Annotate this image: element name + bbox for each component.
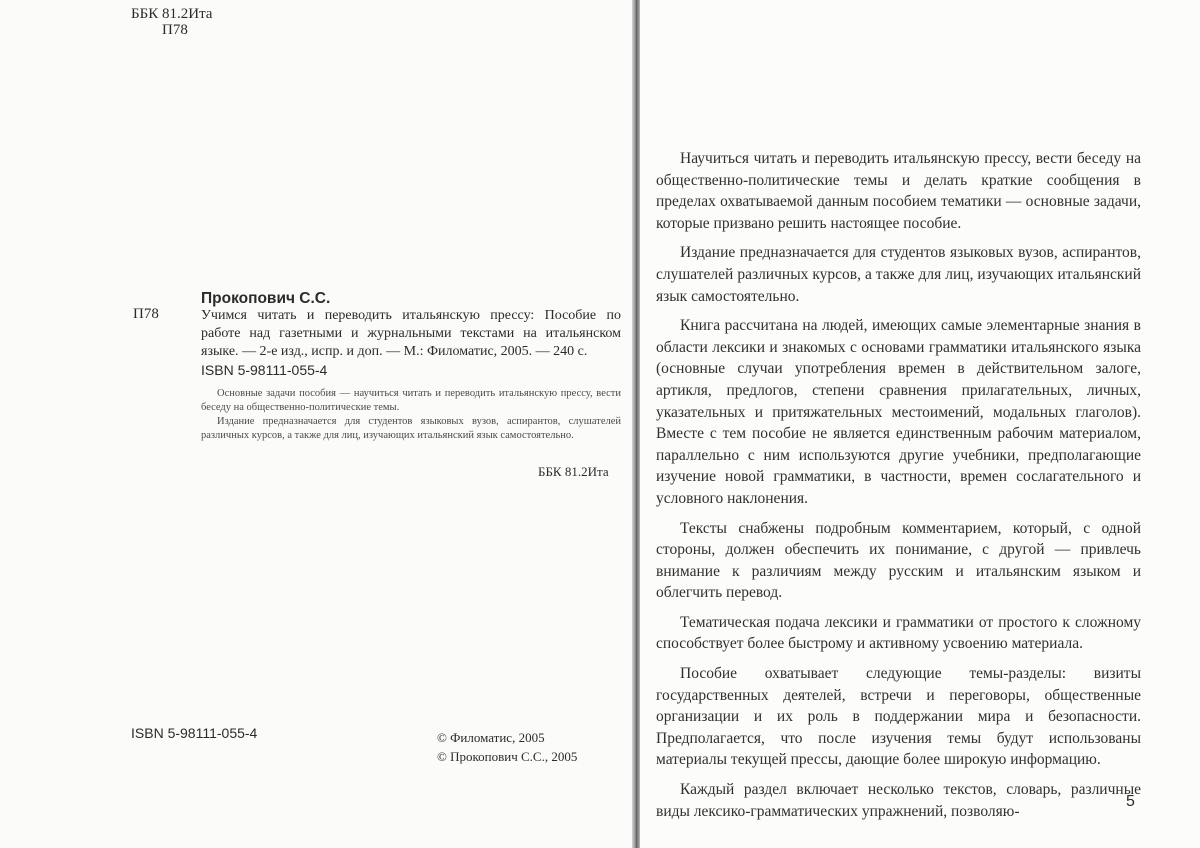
preface-paragraph: Каждый раздел включает несколько текстов, словарь, различные виды лексико-грамматических упражнений, позволяю- xyxy=(656,781,1141,820)
bibliographic-description xyxy=(201,307,621,361)
preface-paragraph: Научиться читать и переводить итальянскую прессу, вести беседу на общественно-политические темы и делать краткие сообщения в пределах охватываемой данным пособием тематики — основные задачи, которые призвано решить настоящее пособие. xyxy=(656,150,1141,232)
copyright-author: © Прокопович С.С., 2005 xyxy=(437,749,578,764)
annotation-paragraph: Основные задачи пособия — научиться читать и переводить итальянскую прессу, вести беседу на общественно-политические темы. xyxy=(201,388,621,413)
preface-paragraph: Издание предназначается для студентов языковых вузов, аспирантов, слушателей различных курсов, а также для лиц, изучающих итальянский язык самостоятельно. xyxy=(656,244,1141,305)
bbk-classification-top: ББК 81.2Ита xyxy=(131,6,213,22)
biblio-line: Учимся читать и переводить итальянскую прессу: Пособие по xyxy=(201,308,621,323)
preface-paragraph: Тексты снабжены подробным комментарием, который, с одной стороны, должен обеспечить их понимание, с другой — привлечь внимание к различиям между русским и итальянским языком и облегчить перевод. xyxy=(656,519,1141,602)
isbn-mid: ISBN 5-98111-055-4 xyxy=(201,362,328,378)
isbn-bottom: ISBN 5-98111-055-4 xyxy=(131,725,258,741)
author-code-top: П78 xyxy=(162,22,188,38)
biblio-line: языке. — 2-е изд., испр. и доп. — М.: Филоматис, 2005. — 240 с. xyxy=(201,344,588,359)
author-name: Прокопович С.С. xyxy=(201,290,331,307)
preface-text xyxy=(656,148,1141,830)
page-number: 5 xyxy=(1126,793,1135,810)
preface-paragraph: Книга рассчитана на людей, имеющих самые элементарные знания в области лексики и знакомых с основами грамматики итальянского языка (основные случаи употребления времен в действительном залоге, артикля, предлогов, степени сравнения прилагательных, личных, указательных и притяжательных местоимений, модальных глаголов). Вместе с тем пособие не является единственным рабочим материалом, параллельно с ним используются другие учебники, предполагающие изучение новой грамматики, в частности, времен сослагательного и условного наклонения. xyxy=(656,317,1141,507)
preface-paragraph: Пособие охватывает следующие темы-разделы: визиты государственных деятелей, встречи и переговоры, общественные организации и их роль в поддержании мира и безопасности. Предполагается, что после изучения темы будут использованы материалы текущей прессы, дающие более широкую информацию. xyxy=(656,665,1141,769)
copyright-publisher: © Филоматис, 2005 xyxy=(437,730,545,745)
biblio-line: работе над газетными и журнальными текстами на итальянском xyxy=(201,326,621,341)
annotation xyxy=(201,387,621,443)
preface-paragraph: Тематическая подача лексики и грамматики от простого к сложному способствует более быстрому и активному усвоению материала. xyxy=(656,613,1141,653)
bbk-classification-mid: ББК 81.2Ита xyxy=(538,464,609,479)
author-code-mid: П78 xyxy=(133,306,159,322)
annotation-paragraph: Издание предназначается для студентов языковых вузов, аспирантов, слушателей различных курсов, а также для лиц, изучающих итальянский язык самостоятельно. xyxy=(201,416,621,441)
book-gutter xyxy=(632,0,640,848)
